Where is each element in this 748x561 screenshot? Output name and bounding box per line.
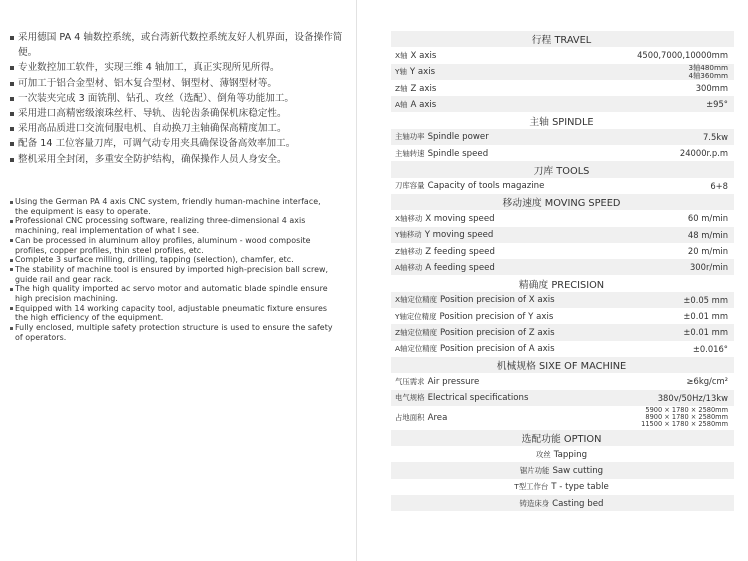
feature-en-6: The high quality imported ac servo motor and automatic blade spindle ensure high precision machining. xyxy=(10,284,335,303)
spec-label-en: Position precision of Y axis xyxy=(439,311,554,322)
spec-row-electrical xyxy=(391,390,734,406)
spec-label-en: A axis xyxy=(410,99,437,110)
spec-row-a-moving xyxy=(391,259,734,275)
spec-row-tool-capacity xyxy=(391,178,734,194)
spec-label-en: Saw cutting xyxy=(552,466,604,477)
spec-label-zh: X轴移动 xyxy=(395,213,423,223)
spec-label-en: Spindle speed xyxy=(427,148,489,159)
spec-row-spindle-power xyxy=(391,129,734,145)
spec-label-zh: 气压需求 xyxy=(395,376,425,386)
spec-label-en: Tapping xyxy=(553,449,588,460)
spec-label-zh: X轴 xyxy=(395,50,408,60)
feature-cn-6: 采用高品质进口交流伺服电机、自动换刀主轴确保高精度加工。 xyxy=(10,121,345,136)
spec-label-zh: 电气规格 xyxy=(395,393,425,403)
feature-en-4: Complete 3 surface milling, drilling, tapping (selection), chamfer, etc. xyxy=(10,255,335,265)
feature-cn-3: 可加工于铝合金型材、铝木复合型材、铜型材、薄钢型材等。 xyxy=(10,76,345,91)
spec-row-z-precision xyxy=(391,324,734,340)
spec-value xyxy=(641,407,728,428)
spec-value: 60 m/min xyxy=(687,213,728,224)
spec-value-line: 5900 × 1780 × 2580mm xyxy=(645,406,728,415)
section-header-precision: 精确度 PRECISION xyxy=(391,275,734,291)
spec-row-z-moving xyxy=(391,243,734,259)
spec-label-zh: X轴定位精度 xyxy=(395,295,438,305)
spec-value: ±95° xyxy=(706,99,728,110)
spec-label-zh: A轴 xyxy=(395,99,408,109)
spec-label-en: Electrical specifications xyxy=(427,393,529,404)
spec-row-y-moving xyxy=(391,227,734,243)
feature-en-2: Professional CNC processing software, realizing three-dimensional 4 axis machining, real implementation of what I see. xyxy=(10,216,335,235)
spec-label-zh: Y轴 xyxy=(395,67,407,77)
spec-value: 6+8 xyxy=(710,180,728,191)
spec-label-en: T - type table xyxy=(551,482,609,493)
feature-cn-4: 一次装夹完成 3 面铣削、钻孔、攻丝（选配）、倒角等功能加工。 xyxy=(10,91,345,106)
spec-value: ±0.01 mm xyxy=(683,311,728,322)
feature-en-8: Fully enclosed, multiple safety protection structure is used to ensure the safety of operators. xyxy=(10,323,335,342)
spec-label-en: Position precision of Z axis xyxy=(440,327,555,338)
spec-label-zh: 主轴功率 xyxy=(395,132,425,142)
option-row-saw-cutting xyxy=(391,462,734,478)
spec-label-en: Position precision of X axis xyxy=(440,295,555,306)
option-row-t-table xyxy=(391,479,734,495)
spec-row-x-axis xyxy=(391,47,734,63)
spec-label-en: A feeding speed xyxy=(425,262,495,273)
spec-label-zh: 主轴转速 xyxy=(395,148,425,158)
spec-label-en: Y axis xyxy=(409,67,436,78)
spec-label-zh: Y轴定位精度 xyxy=(395,311,437,321)
section-header-tools: 刀库 TOOLS xyxy=(391,161,734,177)
spec-label-en: Position precision of A axis xyxy=(440,344,555,355)
section-header-moving-speed: 移动速度 MOVING SPEED xyxy=(391,194,734,210)
spec-label-zh: 占地面积 xyxy=(395,413,425,423)
spec-value: ≥6kg/cm² xyxy=(686,376,728,387)
spec-label-en: Area xyxy=(427,413,448,424)
spec-label-zh: Z轴定位精度 xyxy=(395,327,438,337)
feature-cn-8: 整机采用全封闭，多重安全防护结构，确保操作人员人身安全。 xyxy=(10,152,345,167)
spec-row-a-precision xyxy=(391,341,734,357)
spec-value: 20 m/min xyxy=(687,246,728,256)
spec-label-zh: 锯片功能 xyxy=(519,466,550,476)
spec-value: 7.5kw xyxy=(702,131,728,142)
feature-cn-5: 采用进口高精密级滚珠丝杆、导轨、齿轮齿条确保机床稳定性。 xyxy=(10,106,345,121)
spec-row-a-axis xyxy=(391,96,734,112)
spec-value-line: 11500 × 1780 × 2580mm xyxy=(641,420,728,429)
spec-value: ±0.05 mm xyxy=(683,294,728,305)
spec-row-air-pressure xyxy=(391,373,734,389)
spec-label-zh: A轴定位精度 xyxy=(395,344,438,354)
section-header-travel: 行程 TRAVEL xyxy=(391,31,734,47)
spec-label-en: Z axis xyxy=(410,83,437,94)
spec-value: 300r/min xyxy=(689,262,728,273)
feature-cn-1: 采用德国 PA 4 轴数控系统，或台湾新代数控系统友好人机界面，设备操作简便。 xyxy=(10,30,345,60)
feature-cn-7: 配备 14 工位容量刀库，可调气动专用夹具确保设备高效率加工。 xyxy=(10,136,345,151)
spec-label-zh: 攻丝 xyxy=(535,449,551,459)
spec-row-z-axis xyxy=(391,80,734,96)
spec-row-spindle-speed xyxy=(391,145,734,161)
feature-en-7: Equipped with 14 working capacity tool, adjustable pneumatic fixture ensures the high efficiency of the equipment. xyxy=(10,304,335,323)
spec-row-area xyxy=(391,406,734,430)
spec-row-x-moving xyxy=(391,210,734,226)
spec-label-en: Spindle power xyxy=(427,132,489,143)
page-divider xyxy=(356,0,357,561)
spec-value: ±0.016° xyxy=(692,343,728,354)
spec-value: 48 m/min xyxy=(687,229,728,240)
section-header-spindle: 主轴 SPINDLE xyxy=(391,112,734,128)
spec-label-en: X axis xyxy=(410,50,437,61)
spec-row-x-precision xyxy=(391,292,734,308)
feature-en-5: The stability of machine tool is ensured by imported high-precision ball screw, guide rail and gear rack. xyxy=(10,265,335,284)
spec-row-y-precision xyxy=(391,308,734,324)
feature-list-chinese xyxy=(10,30,345,167)
spec-value-line: 3轴480mm xyxy=(688,62,728,72)
spec-label-zh: Z轴移动 xyxy=(395,246,423,256)
feature-cn-2: 专业数控加工软件，实现三维 4 轴加工，真正实现所见所得。 xyxy=(10,60,345,75)
spec-row-y-axis xyxy=(391,64,734,80)
section-header-option: 选配功能 OPTION xyxy=(391,430,734,446)
spec-label-en: Z feeding speed xyxy=(425,246,495,257)
feature-en-1: Using the German PA 4 axis CNC system, friendly human-machine interface, the equipment is easy to operate. xyxy=(10,197,335,216)
option-row-tapping xyxy=(391,446,734,462)
feature-list-english xyxy=(10,197,335,343)
spec-value xyxy=(689,64,728,80)
spec-value: 4500,7000,10000mm xyxy=(637,50,728,61)
spec-label-en: Capacity of tools magazine xyxy=(427,181,545,192)
spec-value: 24000r.p.m xyxy=(679,148,728,159)
spec-label-en: Y moving speed xyxy=(424,230,494,241)
spec-label-zh: Z轴 xyxy=(395,83,408,93)
spec-label-en: Casting bed xyxy=(552,498,604,509)
spec-label-zh: 刀库容量 xyxy=(395,181,425,191)
section-header-machine-size: 机械规格 SIXE OF MACHINE xyxy=(391,357,734,373)
spec-value-line: 8900 × 1780 × 2580mm xyxy=(645,413,728,422)
spec-label-zh: 铸造床身 xyxy=(519,498,550,508)
spec-label-zh: T型工作台 xyxy=(514,482,549,492)
spec-label-en: X moving speed xyxy=(425,213,495,224)
spec-label-zh: A轴移动 xyxy=(395,262,423,272)
spec-value-line: 4轴360mm xyxy=(688,70,728,80)
spec-label-zh: Y轴移动 xyxy=(395,230,422,240)
spec-label-en: Air pressure xyxy=(427,376,480,387)
spec-value: 300mm xyxy=(695,83,728,94)
spec-table xyxy=(391,31,734,511)
spec-value: ±0.01 mm xyxy=(683,327,728,338)
intro-section xyxy=(10,30,345,342)
feature-en-3: Can be processed in aluminum alloy profiles, aluminum - wood composite profiles, copper profiles, thin steel profiles, etc. xyxy=(10,236,335,255)
option-row-casting-bed xyxy=(391,495,734,511)
spec-value: 380v/50Hz/13kw xyxy=(657,392,728,403)
